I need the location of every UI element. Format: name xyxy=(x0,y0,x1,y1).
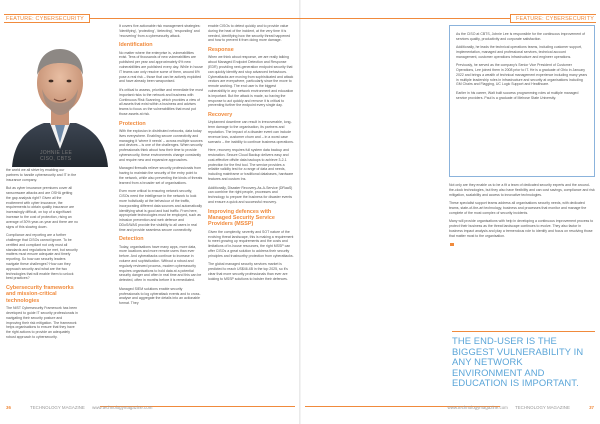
page-number-left: 36 xyxy=(6,405,11,410)
subheading: Protection xyxy=(119,120,146,127)
caption-name: JOHNIE LEE xyxy=(40,150,73,156)
subheading: Detection xyxy=(119,236,144,243)
page-gutter xyxy=(299,0,301,424)
paragraph: Today, organisations have many apps, more data, more locations and more remote users than ever before. And cyberattacks continue to increase in volume and sophistication. Without a robust and regularly reviewed process, modern cybersecurity requires organisations to hold data at a potential security danger and often in real time and this can be detected, often in months before it is remediated. xyxy=(119,244,202,283)
paragraph: Managed SIEM solutions enable security professionals to log cyberattack events and to cross-analyse and aggregate the details into an actionable format. They xyxy=(119,286,201,306)
paragraph: Not only are they enable us to be a fit a team of dedicated security experts and the around-the-clock technologies, but they also have flexibility and can cost savings, compliance and risk mitigation, scalability and access to innovative technologies. xyxy=(449,183,595,197)
paragraph: These specialist support teams address all organisations security needs, with dedicated teams, state-of-the-art technology, business and processes that monitor and manage the complete of the most complex of security incidents. xyxy=(449,201,587,215)
paragraph: enable CISOs to detect quickly and to provide value during the heat of the incident, at the very time it is needed, identifying how the security threat happened and how to prevent it from doing more damage. xyxy=(208,24,291,43)
paragraph: No matter where the enterprise is, vulnerabilities exist. Tens of thousands of new vulnerabilities are published per year and approximately 6% new vulnerabilities are published every day. While in house IT teams can only resolve some of them, around 6% pose a real risk – those that can be actively exploited and have already been weaponised. xyxy=(119,50,203,84)
paragraph: Many will provide organisations with help in developing a continuous improvement process to protect their business as the threat landscape continues to evolve. They also factor in business impact analysis and play a tremendous role to identify and focus on resolving those that matter most to the organisation. xyxy=(449,219,594,238)
section-tab-right: FEATURE: CYBERSECURITY xyxy=(510,14,596,23)
paragraph: Given the complexity, severity and SOT nature of the evolving threat landscape, this is making a requirement to meet growing up requirements and the costs and limitations of in-house resources, the right MSSP can offer CISOs a great solution to address their security principles and trustworthy protection from cyberattacks. xyxy=(208,229,294,258)
subheading: Identification xyxy=(119,42,153,49)
subheading: Response xyxy=(208,46,234,53)
caption-title: CISO, CBTS xyxy=(40,156,72,162)
author-bio-box xyxy=(449,25,595,177)
paragraph: Compliance and reporting are a further challenge that CISOs cannot ignore. To be certified and compliant not only must all standards and regulations be met, but security matters must ensure adequate and timely reporting. So how can security leaders navigate these challenges? How can they approach security and what are the two technologies that will enable them to unlock best practices? xyxy=(6,233,78,281)
pullquote-rule xyxy=(452,331,595,332)
paragraph: The NIST Cybersecurity Framework has been developed to guide IT security professionals in navigating their security posture and improving their risk mitigation. The framework helps organisations to ensure that they have the right actions to provide an adequately robust approach to cybersecurity. xyxy=(6,306,78,339)
page-number-right: 37 xyxy=(589,405,594,410)
paragraph: It's critical to assess, prioritise and remediate the most important risks to the network and business with Continuous Risk Scanning, which provides a view of all assets that exist within a business and advises teams to focus on the vulnerabilities that most put those assets at risk. xyxy=(119,87,203,116)
paragraph: But as cyber insurance premiums cover all ransomware attacks and are OSHA getting the gap analysis right? Given all the excitement with cyber insurance, the requirements to obtain quality insurance are increasingly difficult, on top of a significant increase to the cost of protection, rising an average of 30% year-on-year and there are no signs of this slowing down. xyxy=(6,186,78,229)
publication-name-left: TECHNOLOGY MAGAZINE xyxy=(30,405,85,410)
paragraph: When we think about response, we are really talking about Managed Endpoint Detection and Response (EDR) providing next-generation endpoint security that can quickly identify and stop advanced behaviours. Cyberattacks are moving from sophisticated and attack vectors are everywhere, particularly since the move to remote working. The end user is the biggest vulnerability in any network environment and education is important. But the attack is made, so having the response to act quickly and remove it is critical to preventing further the endpoint every single day. xyxy=(208,55,294,108)
author-portrait xyxy=(4,25,114,167)
pullquote: THE END-USER IS THE BIGGEST VULNERABILITY IN ANY NETWORK ENVIRONMENT AND EDUCATION IS IMPORTANT. xyxy=(452,335,584,389)
article-end-mark xyxy=(450,243,454,247)
paragraph: the world we all strive by enabling our partners to handle cybersecurity and IT in the insurance company. xyxy=(6,168,77,182)
text-column-4 xyxy=(449,183,595,325)
bio-paragraph: Earlier in his career, Walt built success programming roles at multiple managed service providers. Paul is a graduate of Melrose State University. xyxy=(456,90,579,100)
paragraph: The global managed security services market is predicted to reach US$46.4B in the top 2025, so it's clear that more security professionals than ever are looking to MSSP solutions to bolster their defences. xyxy=(208,262,288,281)
subheading: Cybersecurity frameworks and mission-critical technologies xyxy=(6,284,74,304)
paragraph: With the explosion in distributed networks, data today lives everywhere. Enabling secure connectivity and managing it 'where it needs' – across multiple sources and devices – is one of the challenges. When security professionals think about how their time to provide cybersecurity, these environments change constantly and require new and expansive approaches. xyxy=(119,128,203,162)
paragraph: Additionally, Disaster Recovery-As-A-Service (DRaaS) can combine the right people, processes and technology to prepare the business for disaster events and ensure a quick and successful recovery. xyxy=(208,185,293,204)
paragraph: Even more critical to ensuring network security, CISOs need the intelligence in the network to look more holistically at the behaviour of the traffic, incorporating different data sources and automatically identifying what is good and bad traffic. From here, appropriate technologies must be employed, such as intrusion prevention and web defence and DDoS/WAS provide the visibility to all users in real time and provide seamless secure connectivity. xyxy=(119,189,203,232)
bio-paragraph: Previously, he served as the company's Senior Vice President of Customer Operations, Lee joined them in 2008 prior to IT. He is a graduate of Ohio in January 2022 and brings a wealth of technical management experience including many years in multiple leadership roles in infrastructure and security at organisations including GM Chairs and Flagging, UC Logic Support and Healthcare. xyxy=(456,63,588,87)
footer-right xyxy=(448,403,594,413)
text-column-3 xyxy=(208,24,294,398)
subheading: Recovery xyxy=(208,111,233,118)
paragraph: Managed firewalls relieve security professionals from having to maintain the security of the entry point to the network, while also preventing the kinds of threats learned from a broader set of organisations. xyxy=(119,166,203,185)
publication-name-right: TECHNOLOGY MAGAZINE xyxy=(515,405,570,410)
section-tab-left: FEATURE: CYBERSECURITY xyxy=(4,14,90,23)
subheading: Improving defences with Managed Security Service Providers (MSSP) xyxy=(208,208,275,228)
bio-paragraph: As the CISO at CBTS, Johnie Lee is responsible for the continuous improvement of services quality, productivity and corporate satisfaction. xyxy=(456,32,585,41)
bio-paragraph: Additionally, he leads the technical operations teams, including customer support, implementation, managed and professional services, technical account management, customer operations infrastructure and engineer operations. xyxy=(456,45,583,59)
publication-url-right[interactable]: www.technologymagazine.com xyxy=(447,405,508,410)
paragraph: It covers five actionable risk management strategies: 'identifying', 'protecting', 'detecting', 'responding' and 'recovering' from a cybersecurity attack. xyxy=(119,24,201,38)
paragraph: Unplanned downtime can result in irrecoverable, long-term damage to the organisation, its partners and reputation. The impact of a disaster event can include revenue loss, customer churn and – in a worst case scenario – the inability to continue business operations. xyxy=(208,120,294,144)
paragraph: Here, recovery requires full system data backup and restoration. Secure Cloud Backup delivers easy and cost-effective offsite data backups to achieve 3-2-1 protection for the first tool. The service provides a reliable validity test for a range of data and needs, including mainframe or traditional databases, hardware features and custom Ins. xyxy=(208,148,294,181)
text-column-2 xyxy=(119,24,203,398)
header-rule-left xyxy=(90,18,300,19)
publication-url-left[interactable]: www.technologymagazine.com xyxy=(92,405,153,410)
text-column-1 xyxy=(6,168,78,398)
portrait-illustration xyxy=(4,25,114,167)
portrait-caption xyxy=(40,150,72,162)
footer-left xyxy=(6,403,152,413)
header-rule-right xyxy=(300,18,510,19)
